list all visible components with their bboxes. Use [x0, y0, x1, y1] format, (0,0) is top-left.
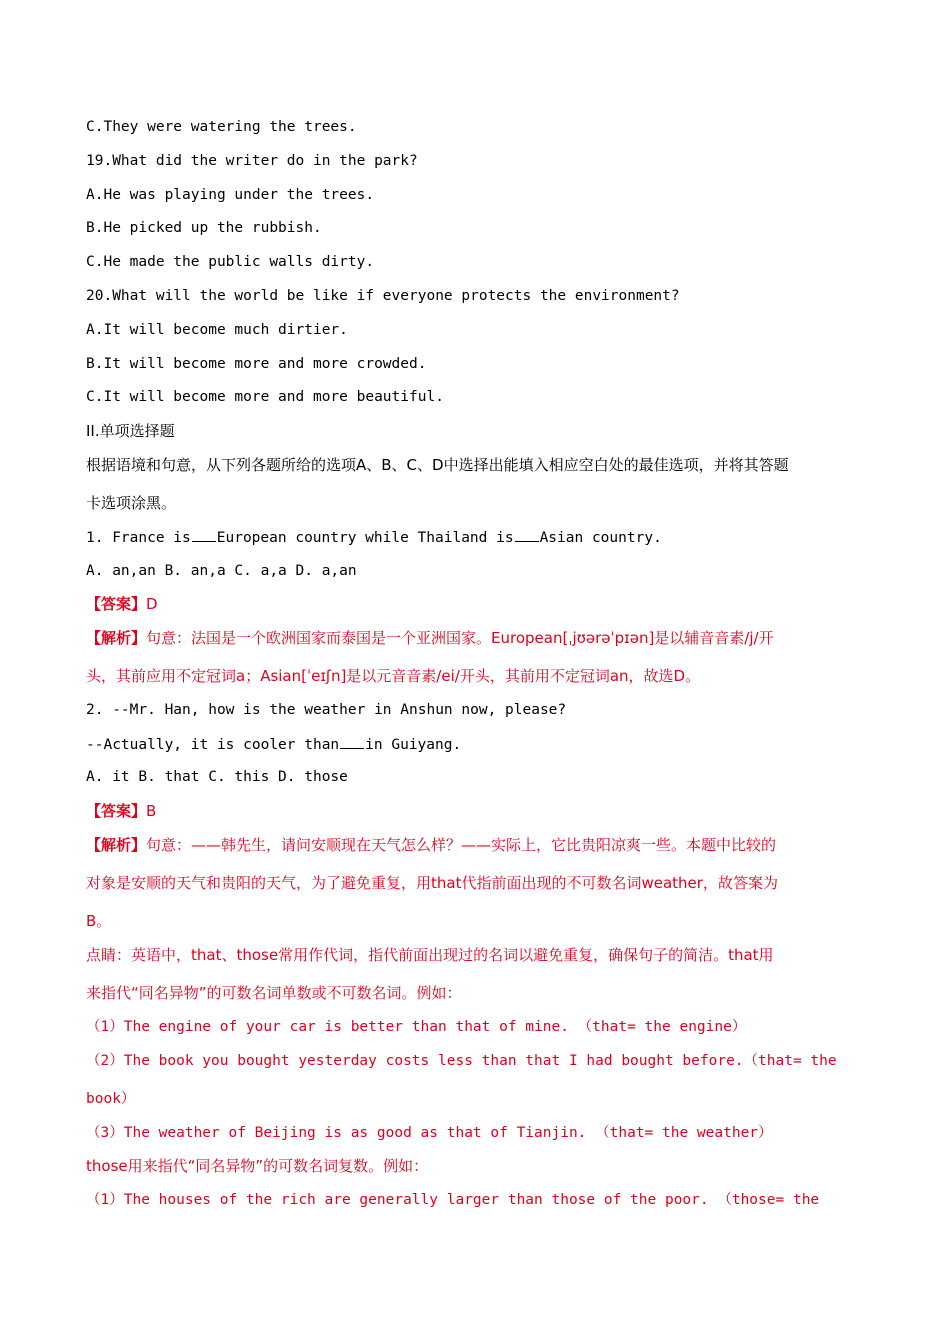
analysis-text: 句意：法国是一个欧洲国家而泰国是一个亚洲国家。European[ˌjʊərəˈpɪən]是以辅音音素/j/开: [146, 629, 774, 647]
example-line: book）: [86, 1091, 136, 1107]
tip-line: 点睛：英语中，that、those常用作代词，指代前面出现过的名词以避免重复，确保句子的简洁。that用: [86, 946, 774, 964]
options-line: A. an,an B. an,a C. a,a D. a,an: [86, 563, 357, 579]
question-line: 19.What did the writer do in the park?: [86, 153, 418, 169]
option-line: C.It will become more and more beautiful.: [86, 389, 444, 405]
option-line: C.They were watering the trees.: [86, 119, 357, 135]
analysis-line: 对象是安顺的天气和贵阳的天气，为了避免重复，用that代指前面出现的不可数名词weather，故答案为: [86, 874, 778, 892]
option-line: B.He picked up the rubbish.: [86, 220, 322, 236]
question-2: 2. --Mr. Han, how is the weather in Anshun now, please?: [86, 702, 567, 718]
option-line: A.It will become much dirtier.: [86, 322, 348, 338]
answer-value: B: [146, 802, 157, 820]
question-text: --Actually, it is cooler than: [86, 737, 340, 753]
answer-value: D: [146, 595, 158, 613]
question-text: 1. France is: [86, 530, 191, 546]
question-line: [86, 734, 461, 755]
example-line: （1）The houses of the rich are generally larger than those of the poor. （those= the: [86, 1192, 820, 1208]
question-text: Asian country.: [539, 530, 662, 546]
question-line: 20.What will the world be like if everyone protects the environment?: [86, 288, 680, 304]
analysis-label: 【解析】: [86, 629, 147, 647]
question-text: in Guiyang.: [365, 737, 462, 753]
instruction-line: 卡选项涂黑。: [86, 494, 177, 512]
answer-blank: [340, 734, 364, 749]
answer-blank: [515, 527, 539, 542]
answer-label: 【答案】: [86, 595, 147, 613]
analysis-text: 句意：——韩先生，请问安顺现在天气怎么样？——实际上，它比贵阳凉爽一些。本题中比较的: [146, 836, 777, 854]
analysis-label: 【解析】: [86, 836, 147, 854]
analysis-line: 头，其前应用不定冠词a；Asian[ˈeɪʃn]是以元音音素/ei/开头，其前用不定冠词an，故选D。: [86, 667, 701, 685]
option-line: B.It will become more and more crowded.: [86, 356, 427, 372]
answer-label: 【答案】: [86, 802, 147, 820]
answer-line: [86, 594, 158, 614]
analysis-line: B。: [86, 912, 112, 930]
analysis-line: [86, 628, 774, 648]
option-line: C.He made the public walls dirty.: [86, 254, 375, 270]
question-text: European country while Thailand is: [216, 530, 514, 546]
answer-blank: [192, 527, 216, 542]
example-line: （1）The engine of your car is better than that of mine. （that= the engine）: [86, 1019, 747, 1035]
example-line: （2）The book you bought yesterday costs less than that I had bought before.（that= the: [86, 1053, 837, 1069]
example-line: （3）The weather of Beijing is as good as that of Tianjin. （that= the weather）: [86, 1125, 773, 1141]
option-line: A.He was playing under the trees.: [86, 187, 375, 203]
tip-line: those用来指代“同名异物”的可数名词复数。例如：: [86, 1157, 429, 1175]
options-line: A. it B. that C. this D. those: [86, 769, 348, 785]
answer-line: [86, 801, 156, 821]
analysis-line: [86, 835, 776, 855]
tip-line: 来指代“同名异物”的可数名词单数或不可数名词。例如：: [86, 984, 462, 1002]
instruction-line: 根据语境和句意，从下列各题所给的选项A、B、C、D中选择出能填入相应空白处的最佳选项，并将其答题: [86, 456, 789, 474]
question-1: [86, 527, 662, 548]
section-heading: II.单项选择题: [86, 422, 175, 440]
